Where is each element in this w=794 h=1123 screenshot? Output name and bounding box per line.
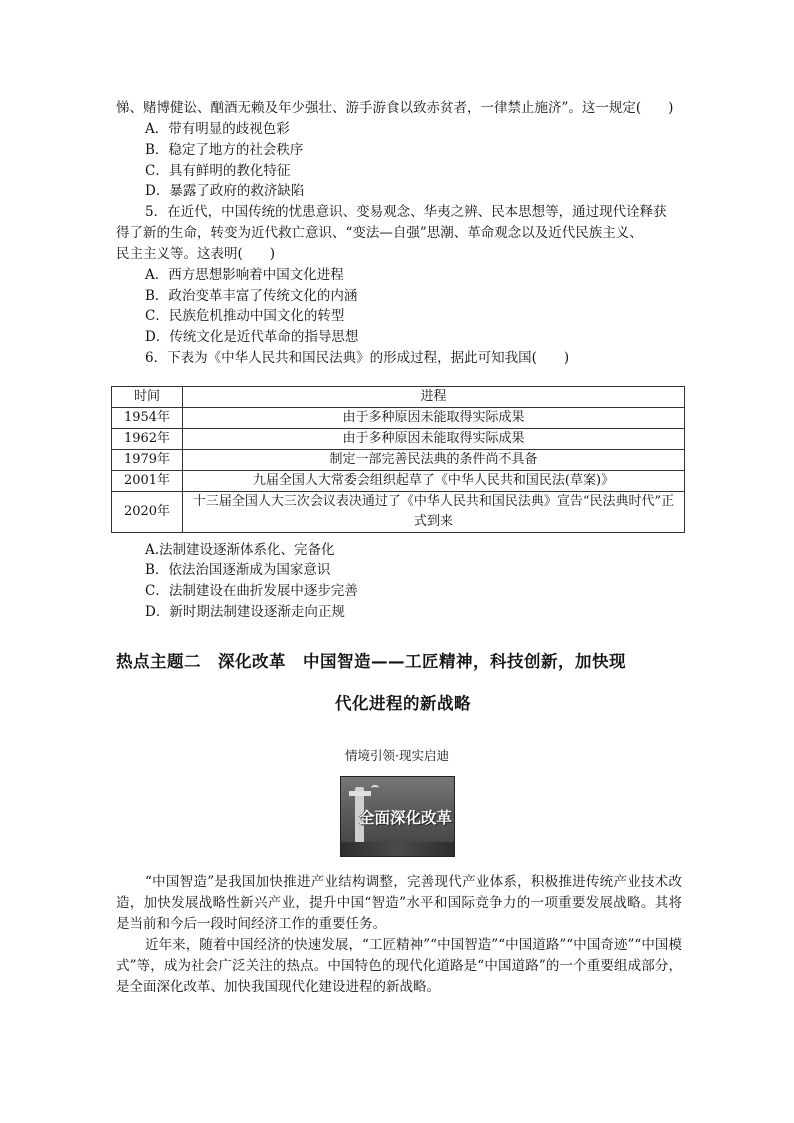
table-cell-year: 1962年: [112, 429, 183, 450]
q5-stem-line3: 民主主义等。这表明( ): [116, 246, 276, 262]
table-cell-year: 2001年: [112, 471, 183, 492]
reform-banner-image: [340, 776, 455, 857]
table-row: [112, 492, 685, 533]
banner-text: 全面深化改革: [359, 809, 453, 827]
table-cell-year: 1979年: [112, 450, 183, 471]
table-row: [112, 408, 685, 429]
table-row: [112, 471, 685, 492]
q5-stem-line2: 得了新的生命，转变为近代救亡意识、“变法—自强”思潮、革命观念以及近代民族主义、: [116, 225, 643, 241]
q4-option-a: A．带有明显的歧视色彩: [145, 121, 290, 137]
dove-icon: [371, 785, 379, 791]
table-cell-year: 1954年: [112, 408, 183, 429]
pillar-cap-decoration: [349, 791, 371, 796]
paragraph-1: [116, 872, 682, 935]
ground-decoration: [341, 842, 454, 856]
table-row: [112, 450, 685, 471]
q6-option-d: D．新时期法制建设逐渐走向正规: [145, 604, 345, 620]
paragraph-1-text: “中国智造”是我国加快推进产业结构调整，完善现代产业体系，积极推进传统产业技术改造，加快发展战略性新兴产业，提升中国“智造”水平和国际竞争力的一项重要发展战略。其将是当前和今后一段时间经济工作的重要任务。: [116, 874, 682, 932]
q6-option-a: A.法制建设逐渐体系化、完备化: [145, 542, 335, 558]
table-cell-progress: 十三届全国人大三次会议表决通过了《中华人民共和国民法典》宣告“民法典时代”正式到来: [183, 492, 685, 533]
history-table: [111, 386, 685, 533]
q4-stem-tail: 悌、赌博健讼、酗酒无赖及年少强壮、游手游食以致赤贫者，一律禁止施济”。这一规定( ): [116, 100, 674, 116]
section-subheading: 情境引领·现实启迪: [345, 748, 449, 763]
table-cell-year: 2020年: [112, 492, 183, 533]
q5-stem-line1: 5．在近代，中国传统的忧患意识、变易观念、华夷之辨、民本思想等，通过现代诠释获: [145, 204, 667, 220]
table-cell-progress: 由于多种原因未能取得实际成果: [183, 429, 685, 450]
q4-option-b: B．稳定了地方的社会秩序: [145, 142, 304, 158]
q4-option-c: C．具有鲜明的教化特征: [145, 163, 291, 179]
section-heading-line1: 热点主题二 深化改革 中国智造——工匠精神，科技创新，加快现: [116, 652, 626, 671]
q6-option-b: B．依法治国逐渐成为国家意识: [145, 562, 331, 578]
table-header-time: 时间: [112, 387, 183, 408]
table-header-progress: 进程: [183, 387, 685, 408]
q5-option-c: C．民族危机推动中国文化的转型: [145, 308, 345, 324]
table-row: [112, 429, 685, 450]
paragraph-2-text: 近年来，随着中国经济的快速发展，“工匠精神”“中国智造”“中国道路”“中国奇迹”“中国模式”等，成为社会广泛关注的热点。中国特色的现代化道路是“中国道路”的一个重要组成部分，是全面深化改革、加快我国现代化建设进程的新战略。: [116, 937, 682, 995]
q5-option-b: B．政治变革丰富了传统文化的内涵: [145, 288, 358, 304]
table-header-row: [112, 387, 685, 408]
q4-option-d: D．暴露了政府的救济缺陷: [145, 183, 305, 199]
q5-option-a: A．西方思想影响着中国文化进程: [145, 267, 344, 283]
q5-option-d: D．传统文化是近代革命的指导思想: [145, 329, 359, 345]
q6-stem: 6．下表为《中华人民共和国民法典》的形成过程，据此可知我国( ): [145, 350, 570, 366]
q6-option-c: C．法制建设在曲折发展中逐步完善: [145, 583, 358, 599]
table-cell-progress: 制定一部完善民法典的条件尚不具备: [183, 450, 685, 471]
table-cell-progress: 由于多种原因未能取得实际成果: [183, 408, 685, 429]
section-heading-line2: 代化进程的新战略: [335, 694, 471, 713]
table-cell-progress: 九届全国人大常委会组织起草了《中华人民共和国民法(草案)》: [183, 471, 685, 492]
paragraph-2: [116, 935, 682, 998]
